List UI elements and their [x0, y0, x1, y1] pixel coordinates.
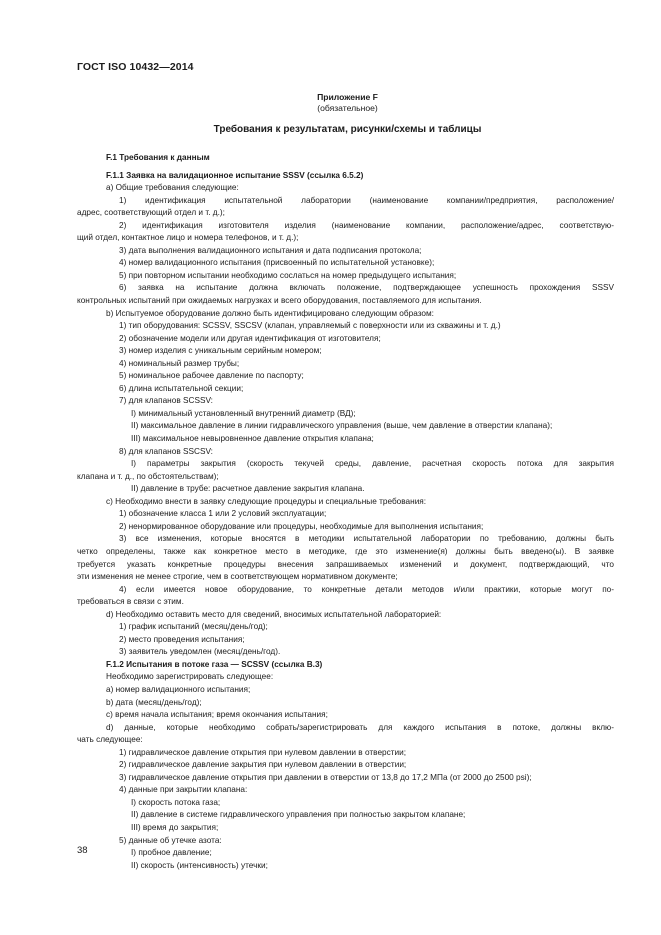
- list-item: 1) тип оборудования: SCSSV, SSCSV (клапан, управляемый с поверхности или из скважины и т. д.): [119, 321, 501, 331]
- list-item-continuation: адрес, соответствующий отдел и т. д.);: [77, 208, 225, 218]
- list-item-continuation: требуется указать конкретные процедуры внесения запрашиваемых изменений и документ, подтверждающий, что: [77, 559, 614, 569]
- document-code: ГОСТ ISO 10432—2014: [77, 61, 194, 73]
- list-item: 7) для клапанов SCSSV:: [119, 396, 213, 406]
- list-item: 3) номер изделия с уникальным серийным номером;: [119, 346, 322, 356]
- list-item: II) давление в трубе: расчетное давление закрытия клапана.: [131, 484, 365, 494]
- list-item: 1) график испытаний (месяц/день/год);: [119, 622, 268, 632]
- appendix-title: Приложение F: [317, 92, 378, 102]
- list-item: III) время до закрытия;: [131, 822, 219, 832]
- list-item: I) пробное давление;: [131, 848, 212, 858]
- list-item: c) время начала испытания; время окончания испытания;: [106, 710, 328, 720]
- list-item: II) максимальное давление в линии гидравлического управления (выше, чем давление в отверстии клапана);: [131, 421, 553, 431]
- list-item: 3) гидравлическое давление открытия при давлении в отверстии от 13,8 до 17,2 МПа (от 2000 до 2500 psi);: [119, 772, 532, 782]
- list-item: I) скорость потока газа;: [131, 797, 221, 807]
- list-item: 4) если имеется новое оборудование, то конкретные детали методов и/или практики, которые могут по-: [119, 584, 614, 594]
- list-item: II) давление в системе гидравлического управления при полностью закрытом клапане;: [131, 810, 466, 820]
- list-item: 4) номер валидационного испытания (присвоенный по испытательной установке);: [119, 258, 435, 268]
- list-item: 3) дата выполнения валидационного испытания и дата подписания протокола;: [119, 245, 422, 255]
- list-item-continuation: клапана и т. д., по обстоятельствам);: [77, 471, 219, 481]
- list-item: 6) длина испытательной секции;: [119, 383, 244, 393]
- list-item: 1) идентификация испытательной лаборатории (наименование компании/предприятия, расположение/: [119, 195, 614, 205]
- list-item: 4) номинальный размер трубы;: [119, 358, 240, 368]
- list-item: 2) обозначение модели или другая идентификация от изготовителя;: [119, 333, 381, 343]
- list-item: 3) заявитель уведомлен (месяц/день/год).: [119, 647, 281, 657]
- page-number: 38: [77, 845, 88, 856]
- list-item: 1) гидравлическое давление открытия при нулевом давлении в отверстии;: [119, 747, 407, 757]
- section-heading-f1: F.1 Требования к данным: [106, 153, 210, 162]
- list-item: a) номер валидационного испытания;: [106, 684, 251, 694]
- list-item: 1) обозначение класса 1 или 2 условий эксплуатации;: [119, 509, 327, 519]
- list-item-continuation: эти изменения не менее строгие, чем в соответствующем нормативном документе;: [77, 572, 398, 582]
- list-item: 2) идентификация изготовителя изделия (наименование компании, расположение/адрес, соответствую-: [119, 220, 614, 230]
- list-item-continuation: требоваться в связи с этим.: [77, 597, 184, 607]
- list-item: c) Необходимо внести в заявку следующие процедуры и специальные требования:: [106, 496, 427, 506]
- appendix-status: (обязательное): [317, 103, 378, 113]
- list-item-continuation: чать следующее:: [77, 735, 143, 745]
- list-item: I) минимальный установленный внутренний диаметр (ВД);: [131, 408, 356, 418]
- list-item: d) данные, которые необходимо собрать/зарегистрировать для каждого испытания в потоке, должны вклю-: [106, 722, 614, 732]
- appendix-heading: Требования к результатам, рисунки/схемы и таблицы: [213, 124, 482, 135]
- list-item: II) скорость (интенсивность) утечки;: [131, 860, 268, 870]
- list-item: 2) место проведения испытания;: [119, 634, 245, 644]
- list-item-continuation: контрольных испытаний при ожидаемых нагрузках и всего оборудования, поставляемого для испытания.: [77, 296, 482, 306]
- list-item: 2) ненормированное оборудование или процедуры, необходимые для выполнения испытания;: [119, 521, 484, 531]
- list-item: 5) номинальное рабочее давление по паспорту;: [119, 371, 304, 381]
- subsection-heading-f12: F.1.2 Испытания в потоке газа — SCSSV (ссылка В.3): [106, 659, 323, 669]
- list-item: I) параметры закрытия (скорость текучей среды, давление, расчетная скорость потока для закрытия: [131, 459, 614, 469]
- list-item: 4) данные при закрытии клапана:: [119, 785, 248, 795]
- list-item: 5) при повторном испытании необходимо сослаться на номер предыдущего испытания;: [119, 270, 457, 280]
- list-item-continuation: четко определены, также как конкретное место в методике, где это изменение(я) должны быть введено(ы). В заявке: [77, 546, 614, 556]
- list-item: 8) для клапанов SSCSV:: [119, 446, 213, 456]
- list-item: d) Необходимо оставить место для сведений, вносимых испытательной лабораторией:: [106, 609, 442, 619]
- list-item: 3) все изменения, которые вносятся в методики испытательной лаборатории по требованию, должны быть: [119, 534, 614, 544]
- paragraph: Необходимо зарегистрировать следующее:: [106, 672, 274, 682]
- list-item: b) дата (месяц/день/год);: [106, 697, 202, 707]
- list-item: a) Общие требования следующие:: [106, 183, 239, 193]
- document-body: [77, 152, 614, 872]
- list-item: III) максимальное невыровненное давление открытия клапана;: [131, 434, 374, 444]
- list-item: 2) гидравлическое давление закрытия при нулевом давлении в отверстии;: [119, 760, 407, 770]
- list-item: 5) данные об утечке азота:: [119, 835, 222, 845]
- list-item-continuation: щий отдел, контактное лицо и номера телефонов, и т. д.);: [77, 233, 299, 243]
- subsection-heading-f11: F.1.1 Заявка на валидационное испытание SSSV (ссылка 6.5.2): [106, 170, 364, 180]
- list-item: b) Испытуемое оборудование должно быть идентифицировано следующим образом:: [106, 308, 434, 318]
- list-item: 6) заявка на испытание должна включать положение, подтверждающее успешность прохождения SSSV: [119, 283, 614, 293]
